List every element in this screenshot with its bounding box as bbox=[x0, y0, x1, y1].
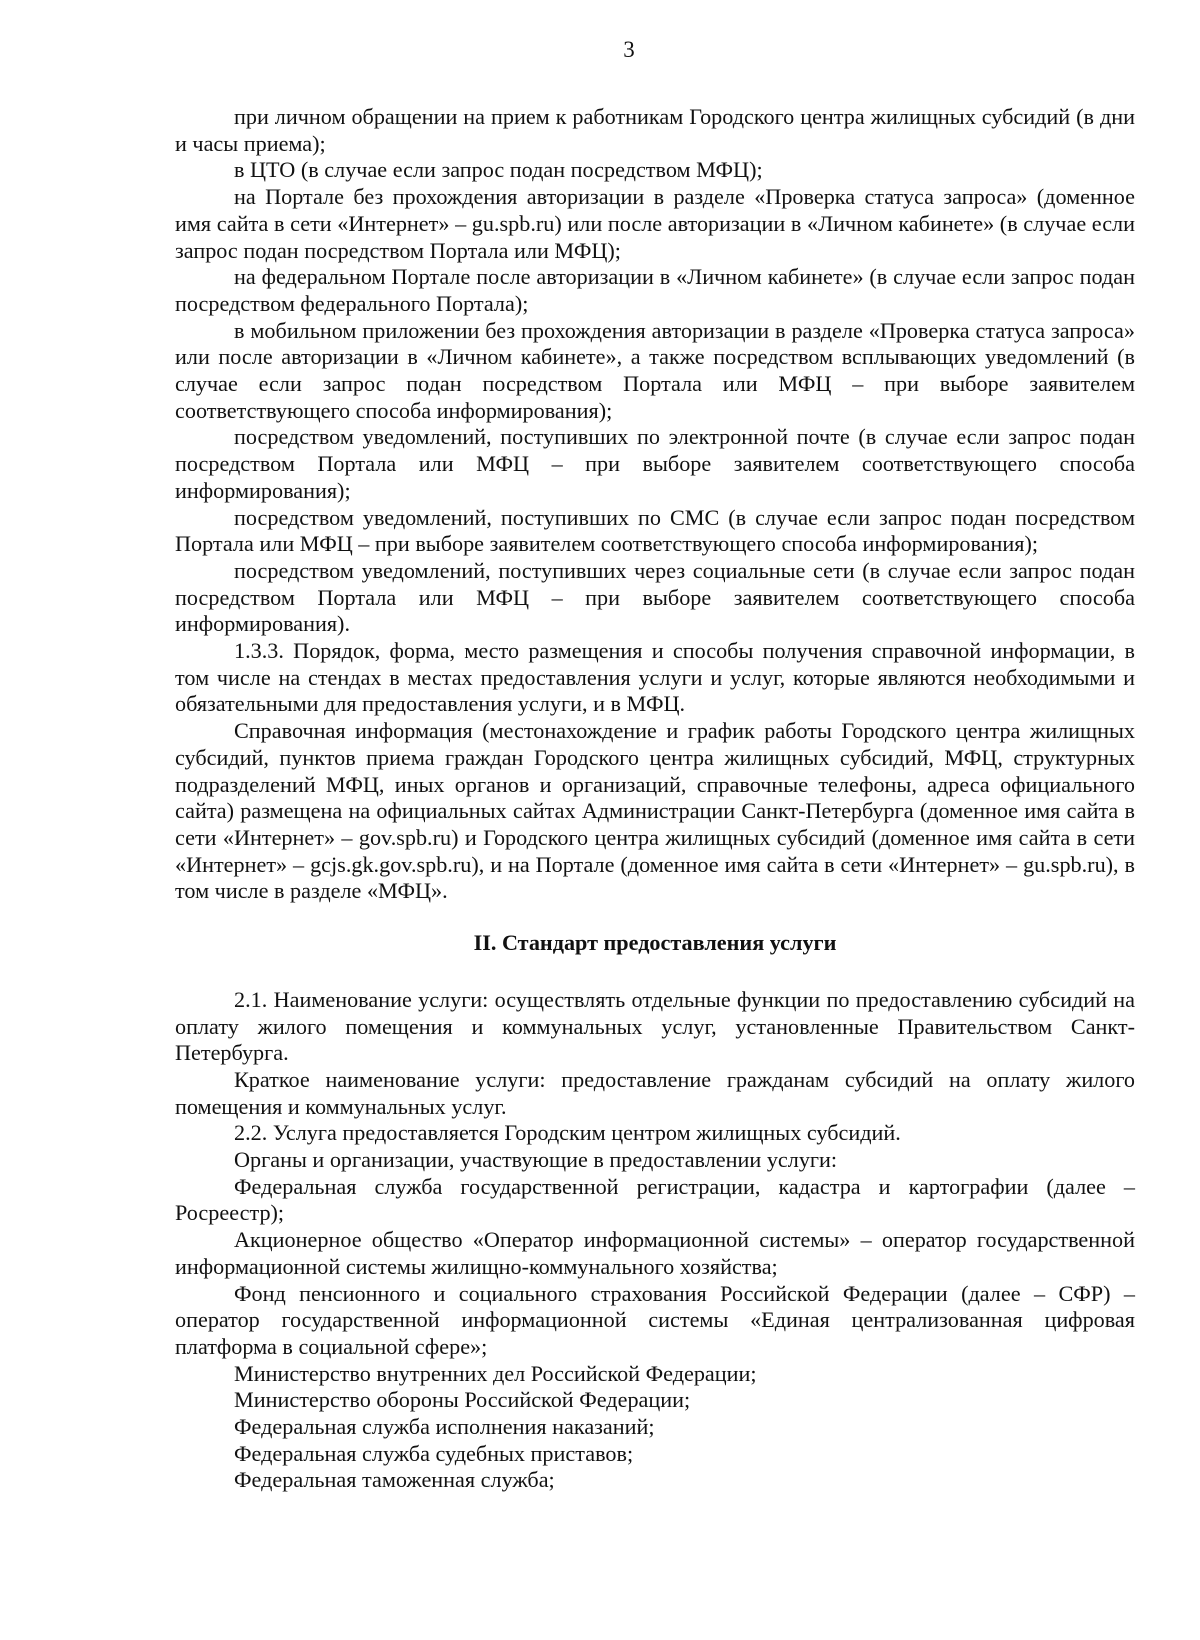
paragraph: посредством уведомлений, поступивших по СМС (в случае если запрос подан посредством Портала или МФЦ – при выборе заявителем соответствующего способа информирования); bbox=[175, 504, 1135, 557]
document-body bbox=[175, 104, 1135, 1494]
paragraph: Федеральная служба исполнения наказаний; bbox=[234, 1414, 655, 1440]
paragraph: 2.1. Наименование услуги: осуществлять отдельные функции по предоставлению субсидий на оплату жилого помещения и коммунальных услуг, установленные Правительством Санкт-Петербурга. bbox=[175, 986, 1135, 1066]
paragraph: Справочная информация (местонахождение и график работы Городского центра жилищных субсидий, пунктов приема граждан Городского центра жилищных субсидий, МФЦ, структурных подразделений МФЦ, иных органов и организаций, справочные телефоны, адреса официального сайта) размещена на официальных сайтах Администрации Санкт-Петербурга (доменное имя сайта в сети «Интернет» – gov.spb.ru) и Городского центра жилищных субсидий (доменное имя сайта в сети «Интернет» – gcjs.gk.gov.spb.ru), и на Портале (доменное имя сайта в сети «Интернет» – gu.spb.ru), в том числе в разделе «МФЦ». bbox=[175, 718, 1135, 904]
paragraph: Министерство обороны Российской Федерации; bbox=[234, 1387, 691, 1413]
paragraph: Фонд пенсионного и социального страхования Российской Федерации (далее – СФР) – оператор государственной информационной системы «Единая централизованная цифровая платформа в социальной сфере»; bbox=[175, 1280, 1135, 1359]
paragraph: Федеральная таможенная служба; bbox=[234, 1467, 555, 1493]
paragraph: 2.2. Услуга предоставляется Городским центром жилищных субсидий. bbox=[234, 1120, 901, 1146]
page-number: 3 bbox=[623, 37, 635, 62]
paragraph: Министерство внутренних дел Российской Федерации; bbox=[234, 1360, 757, 1386]
paragraph: Федеральная служба государственной регистрации, кадастра и картографии (далее – Росреестр); bbox=[175, 1173, 1135, 1226]
paragraph: в мобильном приложении без прохождения авторизации в разделе «Проверка статуса запроса» или после авторизации в «Личном кабинете», а также посредством всплывающих уведомлений (в случае если запрос подан посредством Портала или МФЦ – при выборе заявителем соответствующего способа информирования); bbox=[175, 317, 1135, 423]
paragraph: при личном обращении на прием к работникам Городского центра жилищных субсидий (в дни и часы приема); bbox=[175, 104, 1135, 156]
paragraph: посредством уведомлений, поступивших через социальные сети (в случае если запрос подан посредством Портала или МФЦ – при выборе заявителем соответствующего способа информирования). bbox=[175, 557, 1135, 637]
paragraph: Акционерное общество «Оператор информационной системы» – оператор государственной информационной системы жилищно-коммунального хозяйства; bbox=[175, 1227, 1135, 1279]
paragraph: Федеральная служба судебных приставов; bbox=[234, 1440, 634, 1466]
paragraph: Органы и организации, участвующие в предоставлении услуги: bbox=[234, 1147, 838, 1173]
paragraph: посредством уведомлений, поступивших по электронной почте (в случае если запрос подан посредством Портала или МФЦ – при выборе заявителем соответствующего способа информирования); bbox=[175, 424, 1135, 503]
paragraph: на Портале без прохождения авторизации в разделе «Проверка статуса запроса» (доменное имя сайта в сети «Интернет» – gu.spb.ru) или после авторизации в «Личном кабинете» (в случае если запрос подан посредством Портала или МФЦ); bbox=[175, 184, 1135, 263]
paragraph: 1.3.3. Порядок, форма, место размещения и способы получения справочной информации, в том числе на стендах в местах предоставления услуги и услуг, которые являются необходимыми и обязательными для предоставления услуги, и в МФЦ. bbox=[175, 638, 1135, 717]
section-heading: II. Стандарт предоставления услуги bbox=[473, 930, 837, 956]
paragraph: Краткое наименование услуги: предоставление гражданам субсидий на оплату жилого помещения и коммунальных услуг. bbox=[175, 1066, 1135, 1119]
paragraph: в ЦТО (в случае если запрос подан посредством МФЦ); bbox=[234, 157, 763, 183]
paragraph: на федеральном Портале после авторизации в «Личном кабинете» (в случае если запрос подан посредством федерального Портала); bbox=[175, 264, 1135, 316]
